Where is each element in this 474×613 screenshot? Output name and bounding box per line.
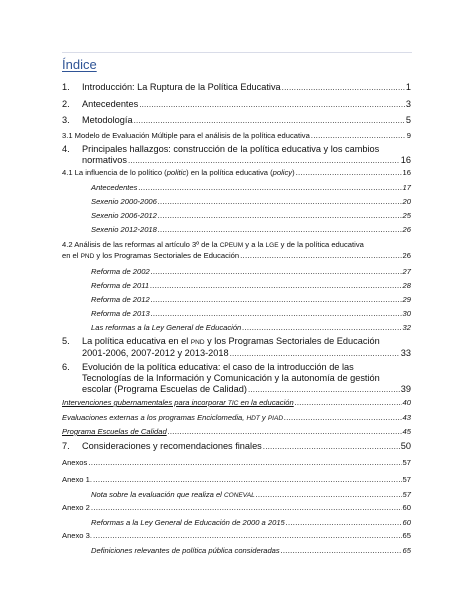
toc-entry[interactable]: Las reformas a la Ley General de Educación ..... 32 (91, 322, 411, 333)
toc-entry[interactable]: 5. La política educativa en el PND y los Programas Sectoriales de Educación 2001-2006, 2007-2012 y 2013-2018 ..... 33 (62, 336, 411, 359)
toc-entry[interactable]: Anexos ..... 57 (62, 458, 411, 468)
toc-entry[interactable]: 7. Consideraciones y recomendaciones finales ..... 50 (62, 441, 411, 452)
toc-entry[interactable]: Anexo 3. ..... 65 (62, 531, 411, 541)
toc-entry[interactable]: Nota sobre la evaluación que realiza el CONEVAL ..... 57 (91, 489, 411, 501)
toc-entry[interactable]: 4.2 Análisis de las reformas al artículo 3º de la CPEUM y a la LGE y de la política educativa en el PND y los Programas Sectoriales de Educación ..... 26 (62, 240, 411, 262)
index-title: Índice (62, 57, 97, 72)
toc-entry[interactable]: Programa Escuelas de Calidad ..... 45 (62, 426, 411, 437)
toc-entry[interactable]: Anexo 2 ..... 60 (62, 503, 411, 513)
toc-entry[interactable]: Reforma de 2012 ..... 29 (91, 294, 411, 305)
toc-entry[interactable]: 4.1 La influencia de lo político (politic) en la política educativa (policy) ..... 16 (62, 168, 411, 178)
toc-entry[interactable]: Sexenio 2006-2012 ..... 25 (91, 210, 411, 221)
toc-entry[interactable]: 1. Introducción: La Ruptura de la Política Educativa ..... 1 (62, 82, 411, 93)
toc-entry[interactable]: 2. Antecedentes ..... 3 (62, 99, 411, 110)
toc-entry[interactable]: Anexo 1. ..... 57 (62, 475, 411, 485)
toc-entry[interactable]: 3.1 Modelo de Evaluación Múltiple para el análisis de la política educativa ..... 9 (62, 131, 411, 141)
toc-entry[interactable]: Evaluaciones externas a los programas Enciclomedia, HDT y PIAD ..... 43 (62, 412, 411, 424)
toc-entry[interactable]: Reforma de 2011 ..... 28 (91, 280, 411, 291)
toc-entry[interactable]: Antecedentes ..... 17 (91, 182, 411, 193)
toc-entry[interactable]: Reformas a la Ley General de Educación de 2000 a 2015 ..... 60 (91, 517, 411, 528)
toc-entry[interactable]: Sexenio 2012-2018 ..... 26 (91, 224, 411, 235)
toc-entry[interactable]: Reforma de 2013 ..... 30 (91, 308, 411, 319)
toc-entry[interactable]: 6. Evolución de la política educativa: el caso de la introducción de las Tecnologías de la Información y Comunicación y la autonomía de gestión escolar (Programa Escuelas de Calidad) ..... 39 (62, 362, 411, 395)
toc-entry[interactable]: 3. Metodología ..... 5 (62, 115, 411, 126)
toc-entry[interactable]: Intervenciones gubernamentales para incorporar TIC en la educación ..... 40 (62, 397, 411, 409)
toc-entry[interactable]: 4. Principales hallazgos: construcción de la política educativa y los cambios normativos ..... 16 (62, 144, 411, 166)
header-rule (62, 52, 412, 53)
toc-entry[interactable]: Reforma de 2002 ..... 27 (91, 266, 411, 277)
toc-entry[interactable]: Sexenio 2000-2006 ..... 20 (91, 196, 411, 207)
toc-entry[interactable]: Definiciones relevantes de política pública consideradas ..... 65 (91, 545, 411, 556)
